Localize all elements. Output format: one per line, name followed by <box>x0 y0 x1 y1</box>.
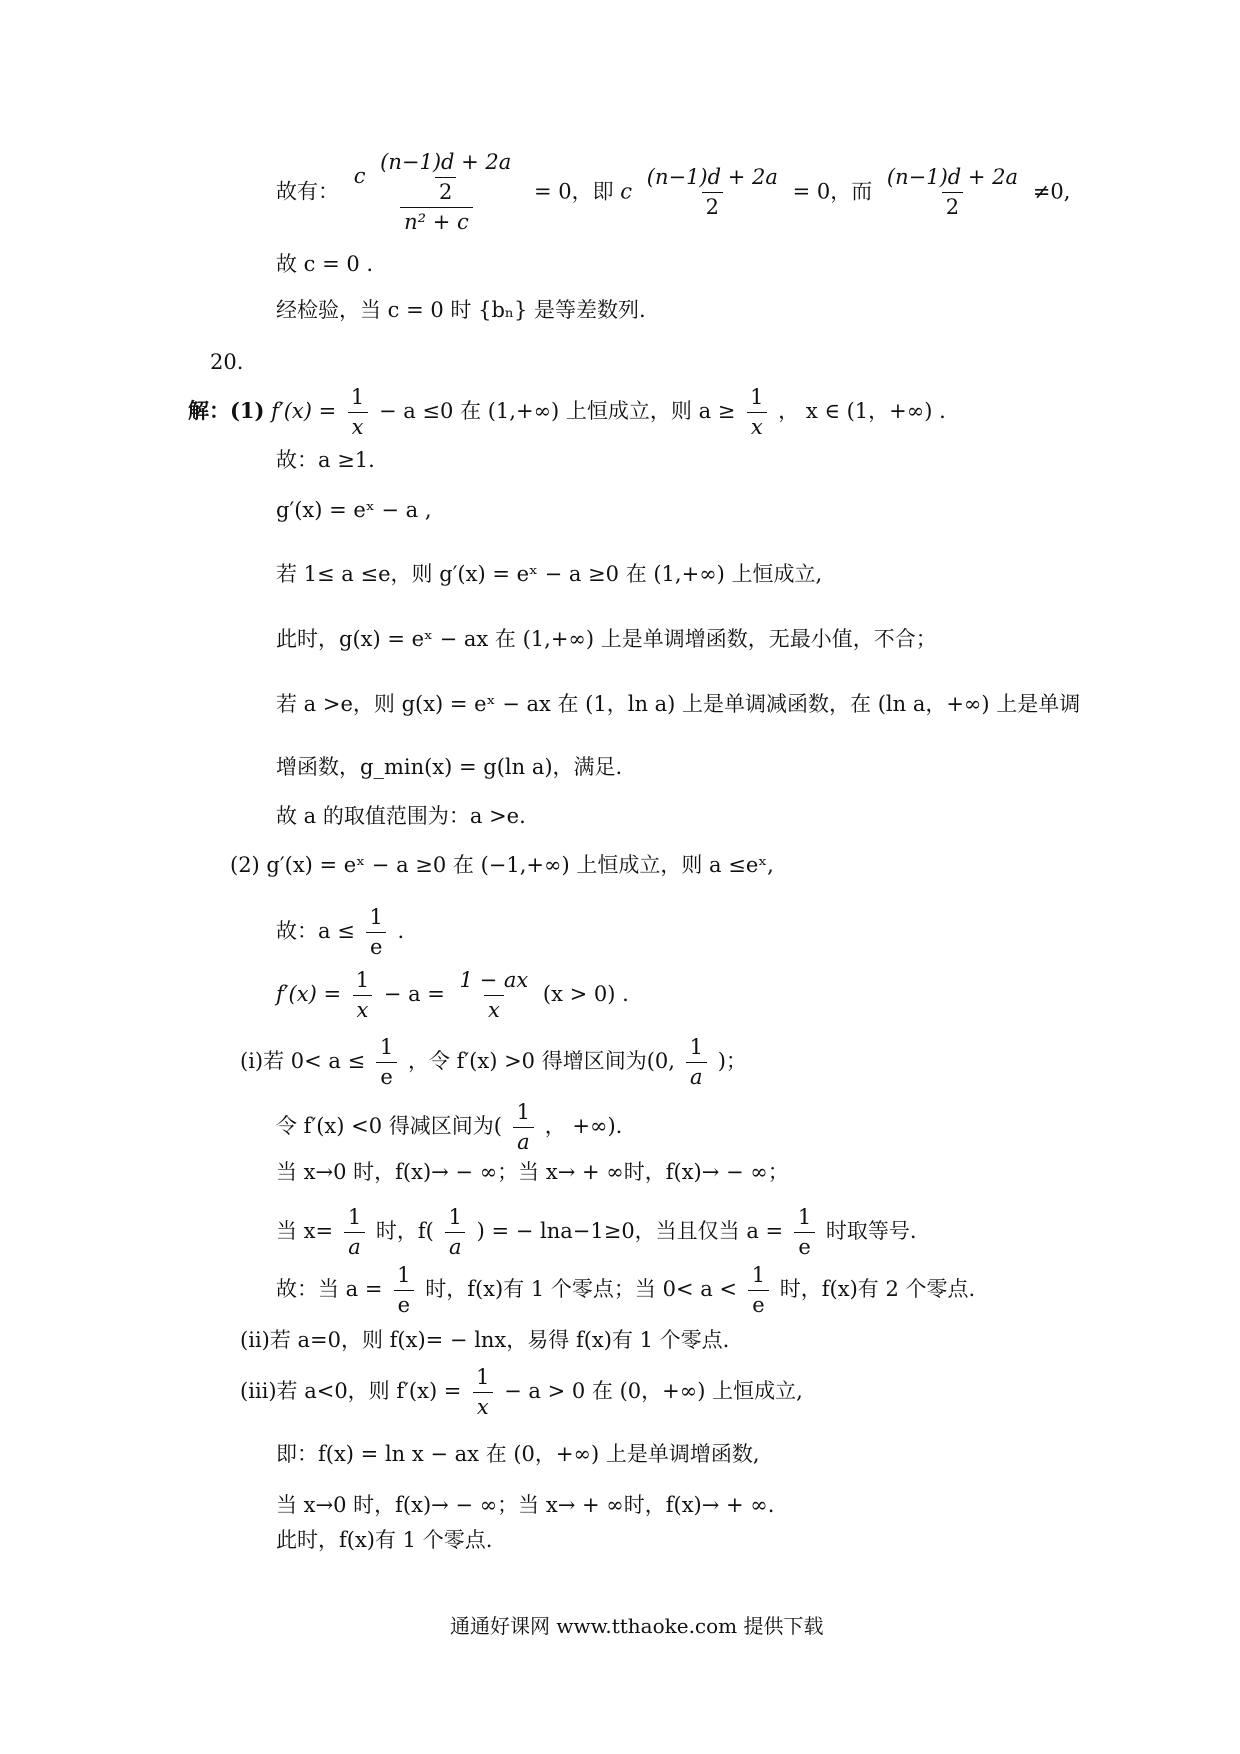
text-line: (ⅱ)若 a=0，则 f(x)= − lnx，易得 f(x)有 1 个零点. <box>240 1328 730 1352</box>
text: 时取等号. <box>825 1219 917 1244</box>
text-line: 即：f(x) = ln x − ax 在 (0，+∞) 上是单调增函数, <box>276 1442 760 1466</box>
numerator: 1 <box>379 1035 394 1059</box>
text: ≠0, <box>1032 179 1071 204</box>
denominator: e <box>748 1290 768 1318</box>
text-line: (2) g′(x) = eˣ − a ≥0 在 (−1,+∞) 上恒成立，则 a ≤eˣ, <box>230 853 774 877</box>
fraction <box>376 1035 397 1090</box>
denominator: a <box>445 1232 466 1260</box>
footer-text: 通通好课网 www.tthaoke.com 提供下载 <box>450 1614 824 1638</box>
denominator: 2 <box>435 177 456 205</box>
fraction <box>748 1263 769 1318</box>
numerator: 1 <box>751 1263 766 1287</box>
text-line: 当 x→0 时，f(x)→ − ∞；当 x→ + ∞时，f(x)→ − ∞； <box>276 1160 789 1184</box>
inner-fraction <box>376 150 515 205</box>
numerator: (n−1)d + 2a <box>380 150 512 174</box>
numerator: 1 <box>355 968 370 992</box>
text: 时，f( <box>375 1219 434 1244</box>
problem-number: 20. <box>210 350 244 374</box>
fraction <box>746 385 767 440</box>
text: ) = − lna−1≥0，当且仅当 a = <box>476 1219 784 1244</box>
denominator: x <box>484 995 504 1023</box>
fraction <box>643 165 782 220</box>
text-line: 若 a >e，则 g(x) = eˣ − ax 在 (1，ln a) 上是单调减函数，在 (ln a，+∞) 上是单调 <box>276 692 1081 716</box>
text-line: g′(x) = eˣ − a , <box>276 498 432 522</box>
c-var: c <box>353 164 366 189</box>
fraction <box>347 385 368 440</box>
part2-line3 <box>276 968 629 1023</box>
fraction <box>883 165 1022 220</box>
text: = 0，而 <box>792 179 873 204</box>
text: ， +∞). <box>544 1114 623 1139</box>
text-line: 此时，f(x)有 1 个零点. <box>276 1528 493 1552</box>
eq-19-line1 <box>276 150 1070 236</box>
text: )； <box>717 1049 747 1074</box>
text: (ⅲ)若 a<0，则 f′(x) = <box>240 1379 462 1404</box>
case-i-line5 <box>276 1263 975 1318</box>
denominator: x <box>348 412 368 440</box>
numerator: 1 <box>448 1205 462 1229</box>
text: 时，f(x)有 2 个零点. <box>779 1277 976 1302</box>
numerator: 1 <box>369 905 383 929</box>
fraction <box>365 905 386 960</box>
text: f′(x) = <box>276 982 342 1007</box>
text-line: 此时，g(x) = eˣ − ax 在 (1,+∞) 上是单调增函数，无最小值，不合； <box>276 627 937 651</box>
denominator: x <box>473 1392 493 1420</box>
part2-line2 <box>276 905 404 960</box>
denominator: x <box>747 412 767 440</box>
denominator: a <box>513 1127 534 1155</box>
solution-label: 解：(1) <box>188 398 265 424</box>
numerator: 1 <box>750 385 764 409</box>
conclusion-line: 故 c = 0 . <box>276 252 374 276</box>
fraction <box>445 1205 466 1260</box>
denominator: 2 <box>942 192 963 220</box>
text: (x > 0) . <box>542 982 629 1007</box>
text: 令 f′(x) <0 得减区间为( <box>276 1114 502 1139</box>
text: − a = <box>383 982 445 1007</box>
fraction <box>472 1365 493 1420</box>
denominator: 2 <box>702 192 723 220</box>
text: = 0，即 <box>533 179 614 204</box>
fraction <box>350 150 524 236</box>
text-line: 增函数，g_min(x) = g(ln a)，满足. <box>276 755 623 779</box>
fraction <box>686 1035 707 1090</box>
numerator: 1 <box>347 1205 362 1229</box>
text: 当 x= <box>276 1219 334 1244</box>
text: − a ≤0 在 (1,+∞) 上恒成立，则 a ≥ <box>378 399 736 424</box>
denominator: a <box>686 1062 707 1090</box>
numerator: 1 <box>397 1263 411 1287</box>
fraction <box>456 968 533 1023</box>
text-line: 故 a 的取值范围为：a >e. <box>276 804 526 828</box>
text: f′(x) = <box>271 399 337 424</box>
numerator <box>350 150 524 207</box>
denominator: e <box>394 1290 414 1318</box>
denominator: n² + c <box>400 207 473 235</box>
case-i-line1 <box>240 1035 747 1090</box>
text: ，令 f′(x) >0 得增区间为(0, <box>407 1049 675 1074</box>
numerator: 1 <box>476 1365 490 1389</box>
fraction <box>513 1100 534 1155</box>
text: . <box>397 919 405 944</box>
fraction <box>393 1263 414 1318</box>
c-var: c <box>620 179 633 204</box>
numerator: (n−1)d + 2a <box>646 165 778 190</box>
text: − a > 0 在 (0，+∞) 上恒成立, <box>504 1379 803 1404</box>
fraction <box>352 968 373 1023</box>
text: 时，f(x)有 1 个零点；当 0< a < <box>425 1277 738 1302</box>
numerator: 1 <box>797 1205 812 1229</box>
text: (ⅰ)若 0< a ≤ <box>240 1049 366 1074</box>
denominator: e <box>376 1062 396 1090</box>
fraction <box>344 1205 365 1260</box>
part1-line1 <box>188 385 946 440</box>
denominator: e <box>794 1232 814 1260</box>
denominator: e <box>366 932 386 960</box>
text-line: 当 x→0 时，f(x)→ − ∞；当 x→ + ∞时，f(x)→ + ∞. <box>276 1493 775 1517</box>
case-iii-line1 <box>240 1365 803 1420</box>
numerator: 1 <box>689 1035 703 1059</box>
fraction <box>794 1205 815 1260</box>
text: 故：当 a = <box>276 1277 383 1302</box>
case-i-line4 <box>276 1205 917 1260</box>
check-line: 经检验，当 c = 0 时 {bₙ} 是等差数列. <box>276 298 646 322</box>
denominator: a <box>344 1232 365 1260</box>
denominator: x <box>353 995 373 1023</box>
text-line: 故：a ≥1. <box>276 448 375 472</box>
text: 故有： <box>276 179 339 204</box>
text: ， x ∈ (1，+∞) . <box>778 399 946 424</box>
numerator: (n−1)d + 2a <box>886 165 1019 190</box>
case-i-line2 <box>276 1100 622 1155</box>
numerator: 1 <box>516 1100 531 1124</box>
text-line: 若 1≤ a ≤e，则 g′(x) = eˣ − a ≥0 在 (1,+∞) 上恒成立, <box>276 562 823 586</box>
numerator: 1 − ax <box>459 968 529 992</box>
numerator: 1 <box>350 385 365 409</box>
text: 故：a ≤ <box>276 919 355 944</box>
